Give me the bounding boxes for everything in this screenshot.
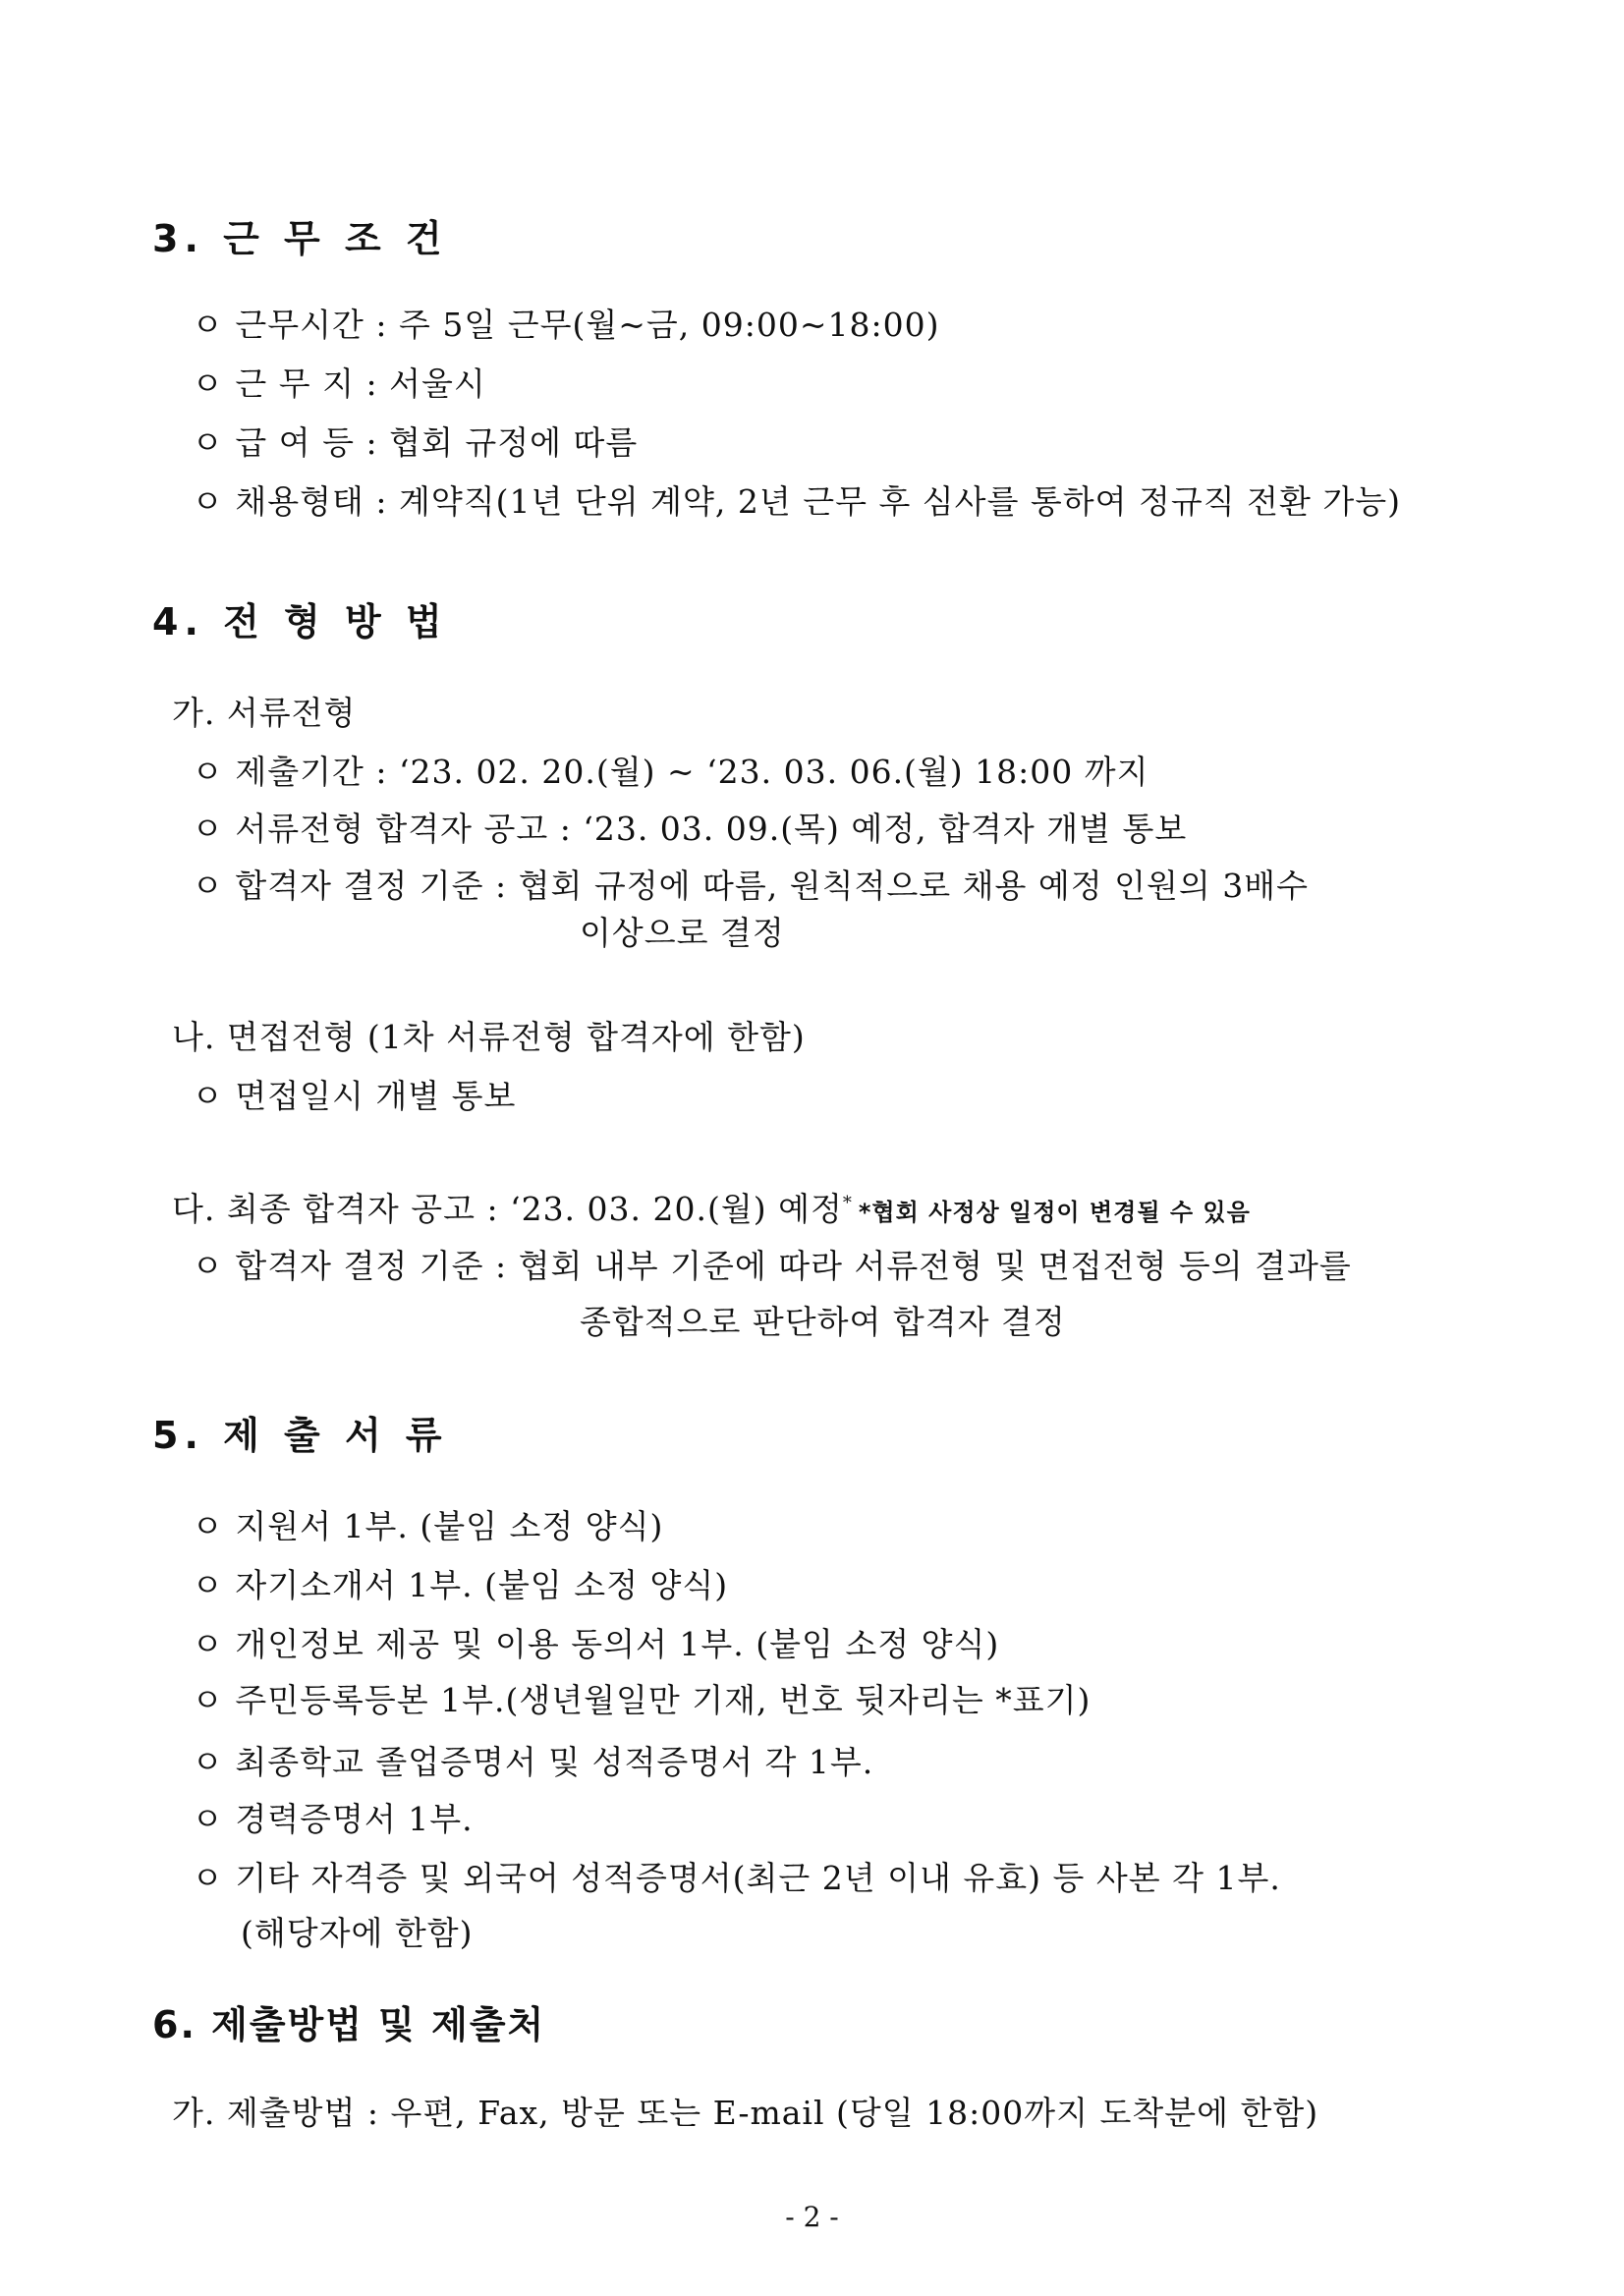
list-item-document-pass-notice: ㅇ 서류전형 합격자 공고 : ‘23. 03. 09.(목) 예정, 합격자 개별 통보: [192, 810, 1188, 848]
section-heading-selection-method: 4. 전 형 방 법: [152, 600, 448, 644]
footnote-marker: *: [842, 1193, 853, 1213]
list-item-employment-type: ㅇ 채용형태 : 계약직(1년 단위 계약, 2년 근무 후 심사를 통하여 정규직 전환 가능): [192, 482, 1402, 521]
section-heading-work-conditions: 3. 근 무 조 건: [152, 217, 448, 260]
schedule-change-note: *협회 사정상 일정이 변경될 수 있음: [858, 1199, 1251, 1226]
list-item-work-hours: ㅇ 근무시간 : 주 5일 근무(월~금, 09:00~18:00): [192, 306, 940, 344]
section-heading-required-documents: 5. 제 출 서 류: [152, 1414, 448, 1457]
list-item-other-certificates: ㅇ 기타 자격증 및 외국어 성적증명서(최근 2년 이내 유효) 등 사본 각 1부.: [192, 1859, 1281, 1897]
list-item-career-certificate: ㅇ 경력증명서 1부.: [192, 1800, 474, 1838]
subsection-submission-method: 가. 제출방법 : 우편, Fax, 방문 또는 E-mail (당일 18:00까지 도착분에 한함): [172, 2094, 1319, 2132]
list-item-application-form: ㅇ 지원서 1부. (붙임 소정 양식): [192, 1507, 664, 1545]
list-item-final-criteria-continued: 종합적으로 판단하여 합격자 결정: [580, 1303, 1066, 1341]
list-item-final-criteria: ㅇ 합격자 결정 기준 : 협회 내부 기준에 따라 서류전형 및 면접전형 등의 결과를: [192, 1247, 1352, 1285]
list-item-other-certificates-continued: (해당자에 한함): [241, 1914, 474, 1952]
page-number: - 2 -: [785, 2201, 839, 2233]
list-item-work-location: ㅇ 근 무 지 : 서울시: [192, 364, 486, 403]
final-announcement-text: 다. 최종 합격자 공고 : ‘23. 03. 20.(월) 예정: [172, 1190, 843, 1228]
subsection-document-screening: 가. 서류전형: [172, 694, 357, 732]
subsection-interview: 나. 면접전형 (1차 서류전형 합격자에 한함): [172, 1018, 806, 1056]
list-item-pass-criteria: ㅇ 합격자 결정 기준 : 협회 규정에 따름, 원칙적으로 채용 예정 인원의 3배수: [192, 867, 1309, 905]
list-item-salary: ㅇ 급 여 등 : 협회 규정에 따름: [192, 423, 639, 462]
section-heading-submission-method: 6. 제출방법 및 제출처: [152, 2003, 546, 2046]
list-item-submission-period: ㅇ 제출기간 : ‘23. 02. 20.(월) ~ ‘23. 03. 06.(월) 18:00 까지: [192, 753, 1149, 791]
list-item-graduation-certificate: ㅇ 최종학교 졸업증명서 및 성적증명서 각 1부.: [192, 1743, 874, 1781]
list-item-interview-schedule: ㅇ 면접일시 개별 통보: [192, 1077, 517, 1115]
list-item-privacy-consent: ㅇ 개인정보 제공 및 이용 동의서 1부. (붙임 소정 양식): [192, 1625, 1000, 1663]
list-item-resident-registration: ㅇ 주민등록등본 1부.(생년월일만 기재, 번호 뒷자리는 *표기): [192, 1681, 1092, 1719]
subsection-final-announcement: [172, 1184, 1251, 1230]
list-item-pass-criteria-continued: 이상으로 결정: [580, 914, 785, 952]
list-item-self-introduction: ㅇ 자기소개서 1부. (붙임 소정 양식): [192, 1566, 729, 1604]
